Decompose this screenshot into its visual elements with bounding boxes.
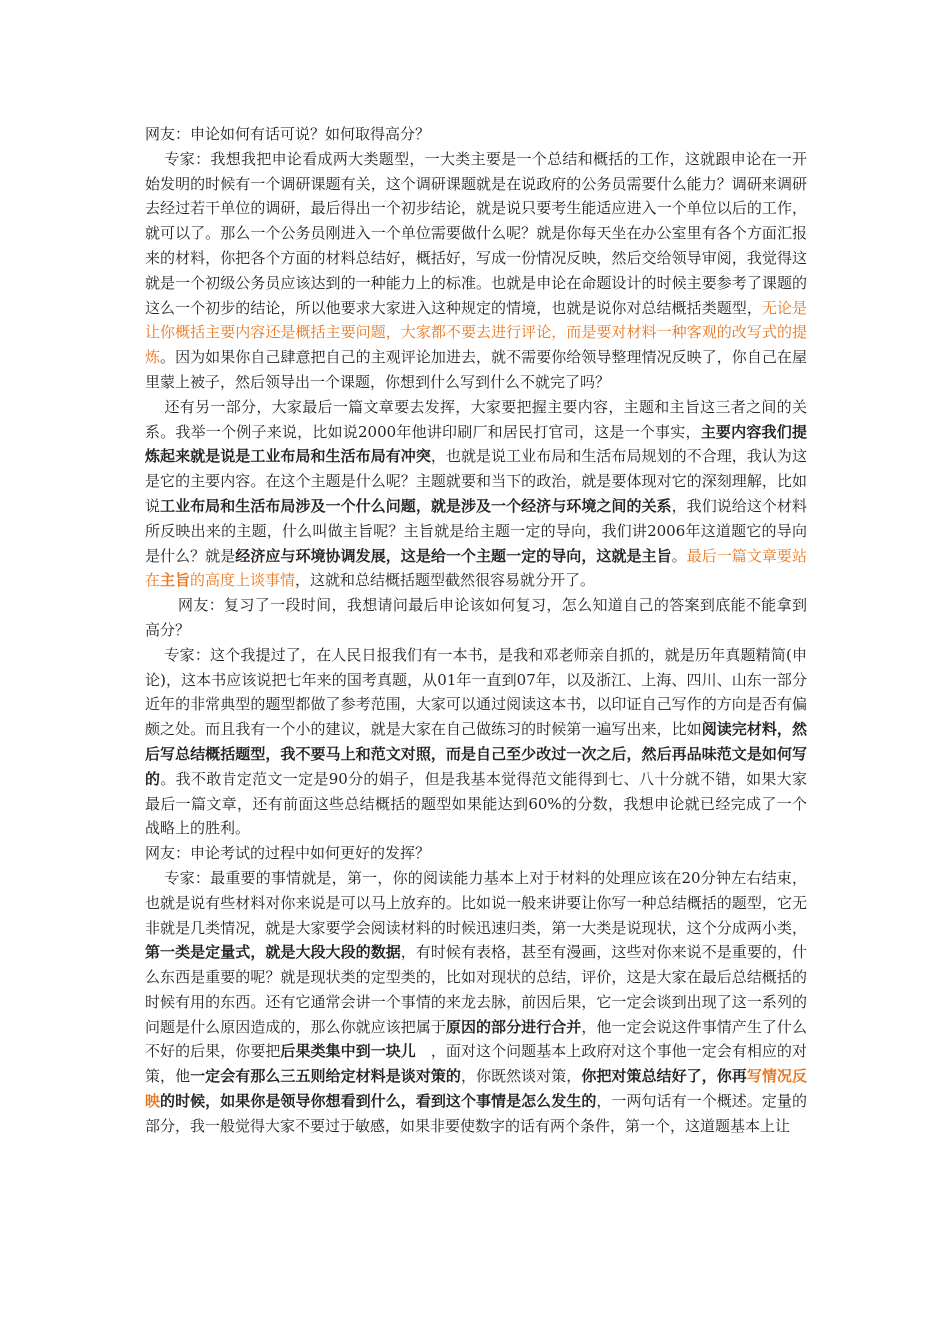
emphasized-text: 你把对策总结好了，你再 xyxy=(581,1067,747,1086)
text-run: 专家：我想我把申论看成两大类题型，一大类主要是一个总结和概括的工作，这就跟申论在一开始发明的时候有一个调研课题有关，这个调研课题就是在说政府的公务员需要什么能力？调研来调研去经过若干单位的调研，最后得出一个初步结论，就是说只要考生能适应进入一个单位以后的工作，就可以了。那么一个公务员刚进入一个单位需要做什么呢？就是你每天坐在办公室里有各个方面汇报来的材料，你把各个方面的材料总结好，概括好，写成一份情况反映，然后交给领导审阅，我觉得这就是一个初级公务员应该达到的一种能力上的标准。也就是申论在命题设计的时候主要参考了课题的这么一个初步的结论，所以他要求大家进入这种规定的情境，也就是说你对总结概括类题型， xyxy=(145,149,807,317)
text-run: ，一两句话有一个概述。定量的部分，我一般觉得大家不要过于敏感，如果非要使数字的话有两个条件，第一个，这道题基本上让 xyxy=(145,1092,807,1135)
text-run: 网友：申论如何有话可说？如何取得高分？ xyxy=(145,125,431,143)
emphasized-text: 最后一篇文章要站在 xyxy=(145,546,807,590)
text-run: ，你既然谈对策， xyxy=(460,1067,582,1086)
emphasized-text: 第一类是定量式，就是大段大段的数据 xyxy=(145,943,401,962)
text-run: 专家：最重要的事情就是，第一，你的阅读能力基本上对于材料的处理应该在20分钟左右结束，也就是说有些材料对你来说是可以马上放弃的。比如说一般来讲要让你写一种总结概括的题型，它无非就是几类情况，就是大家要学会阅读材料的时候迅速归类，第一大类是说现状，这个分成两小类， xyxy=(145,868,807,937)
emphasized-text: 原因的部分进行合并 xyxy=(445,1017,582,1036)
paragraph xyxy=(145,866,807,1139)
paragraph xyxy=(145,643,807,841)
text-run: ，有时候有表格，甚至有漫画，这些对你来说不是重要的，什么东西是重要的呢？就是现状类的定型类的，比如对现状的总结，评价，这是大家在最后总结概括的时候有用的东西。还有它通常会讲一个事情的来龙去脉，前因后果，它一定会谈到出现了这一系列的问题是什么原因造成的，那么你就应该把属于 xyxy=(145,943,807,1036)
text-run: 网友：复习了一段时间，我想请问最后申论该如何复习，怎么知道自己的答案到底能不能拿到高分？ xyxy=(145,596,807,639)
emphasized-text: 主旨 xyxy=(160,571,191,590)
paragraph xyxy=(145,841,807,866)
paragraph xyxy=(145,122,807,147)
emphasized-text: 经济应与环境协调发展，这是给一个主题一定的导向，这就是主旨 xyxy=(235,546,672,565)
emphasized-text: 阅读完材料，然后写总结概括题型，我不要马上和范文对照，而是自己至少改过一次之后，然后再品味范文是如何写的 xyxy=(145,720,807,788)
text-run: 网友：申论考试的过程中如何更好的发挥？ xyxy=(145,844,431,863)
text-run: 。 xyxy=(671,546,687,565)
text-run: 。我不敢肯定范文一定是90分的娟子，但是我基本觉得范文能得到七、八十分就不错，如果大家最后一篇文章，还有前面这些总结概括的题型如果能达到60%的分数，我想申论就已经完成了一个战略上的胜利。 xyxy=(145,769,807,838)
paragraph xyxy=(145,395,807,593)
text-run: 专家：这个我提过了，在人民日报我们有一本书，是我和邓老师亲自抓的，就是历年真题精简(申论)，这本书应该说把七年来的国考真题，从01年一直到07年，以及浙江、上海、四川、山东一部分近年的非常典型的题型都做了参考范围，大家可以通过阅读这本书，以印证自己写作的方向是否有偏颇之处。而且我有一个小的建议，就是大家在自己做练习的时候第一遍写出来，比如 xyxy=(145,645,807,739)
document-page xyxy=(145,122,807,1139)
emphasized-text: 主要内容我们提炼起来就是说是工业布局和生活布局有冲突 xyxy=(145,422,807,466)
paragraph xyxy=(145,593,807,643)
emphasized-text: 的高度上谈事情 xyxy=(190,571,296,590)
text-run: ，面对这个问题基本上政府对这个事他一定会有相应的对策，他 xyxy=(145,1042,807,1086)
text-run: ，我们说给这个材料所反映出来的主题，什么叫做主旨呢？主旨就是给主题一定的导向，我们讲2006年这道题它的导向是什么？就是 xyxy=(145,496,807,565)
emphasized-text: 一定会有那么三五则给定材料是谈对策的 xyxy=(190,1067,461,1086)
text-run: 。因为如果你自己肆意把自己的主观评论加进去，就不需要你给领导整理情况反映了，你自己在屋里蒙上被子，然后领导出一个课题，你想到什么写到什么不就完了吗？ xyxy=(145,348,807,391)
text-run: ，也就是说工业布局和生活布局规划的不合理，我认为这是它的主要内容。在这个主题是什么呢？主题就要和当下的政治，就是要体现对它的深刻理解，比如说 xyxy=(145,447,807,515)
emphasized-text: 后果类集中到一块儿 xyxy=(280,1042,416,1061)
emphasized-text: 无论是让你概括主要内容还是概括主要问题，大家都不要去进行评论，而是要对材料一种客观的改写式的提炼 xyxy=(145,298,807,367)
text-run: ，这就和总结概括题型截然很容易就分开了。 xyxy=(295,571,596,590)
paragraph xyxy=(145,147,807,395)
text-run: 还有另一部分，大家最后一篇文章要去发挥，大家要把握主要内容，主题和主旨这三者之间的关系。我举一个例子来说，比如说2000年他讲印刷厂和居民打官司，这是一个事实， xyxy=(145,397,807,441)
emphasized-text: 工业布局和生活布局涉及一个什么问题，就是涉及一个经济与环境之间的关系 xyxy=(160,496,672,515)
emphasized-text: 写情况反映 xyxy=(145,1067,807,1111)
text-run: ，他一定会说这件事情产生了什么不好的后果，你要把 xyxy=(145,1017,807,1061)
emphasized-text: 的时候，如果你是领导你想看到什么，看到这个事情是怎么发生的 xyxy=(160,1092,597,1111)
